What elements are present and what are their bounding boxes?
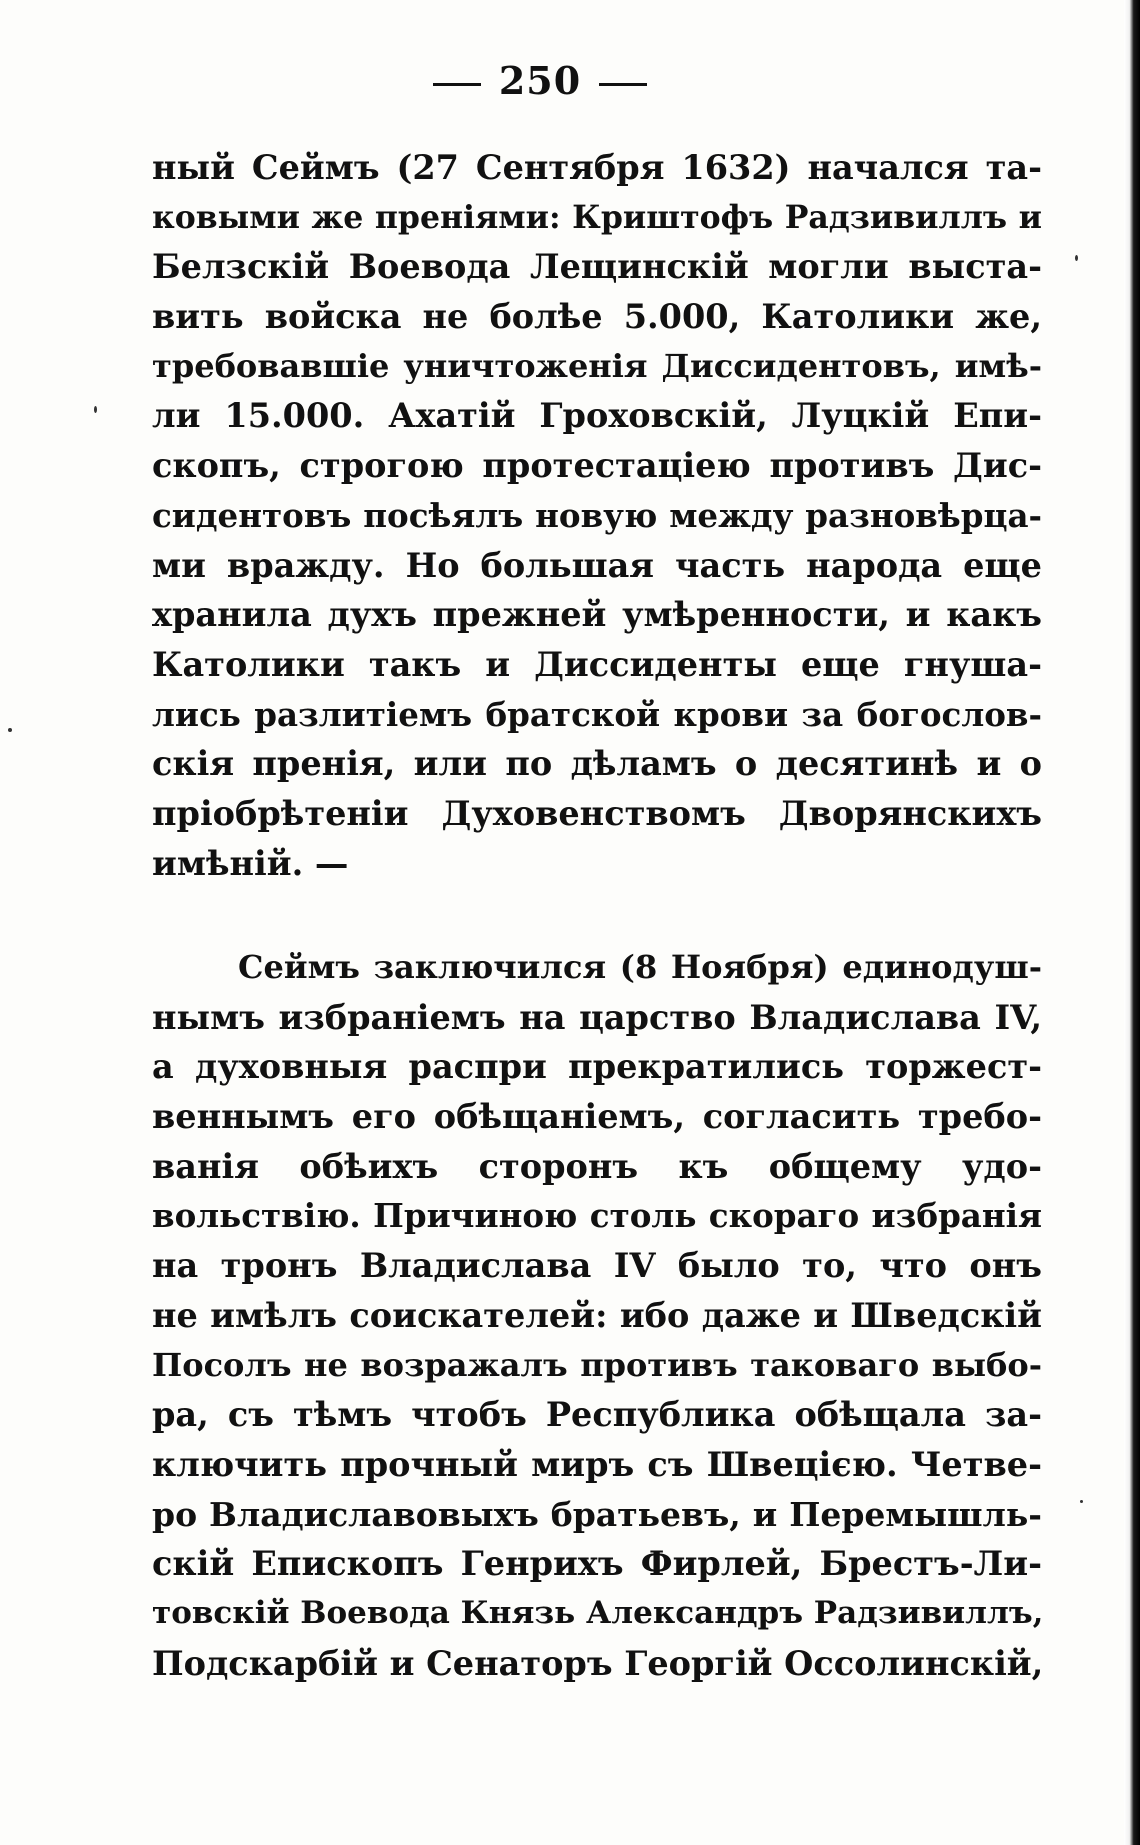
- text-line: Католики такъ и Диссиденты еще гнуша-: [152, 644, 1042, 684]
- text-line: сидентовъ посѣялъ новую между разновѣрца-: [152, 495, 1042, 535]
- page-edge-shadow: [1124, 0, 1140, 1845]
- text-line: вольствію. Причиною столь скораго избранія: [152, 1196, 1042, 1236]
- text-line: ковыми же преніями: Криштофъ Радзивиллъ и: [152, 198, 1042, 236]
- text-line: вить войска не болѣе 5.000, Католики же,: [152, 297, 1042, 337]
- text-line: Подскарбій и Сенаторъ Георгій Оссолинскій,: [152, 1643, 1044, 1683]
- text-line: скопъ, строгою протестаціею противъ Дис-: [152, 446, 1042, 486]
- text-line: ли 15.000. Ахатій Гроховскій, Луцкій Епи-: [152, 396, 1042, 436]
- text-line: Посолъ не возражалъ противъ таковаго выбо-: [152, 1345, 1042, 1384]
- text-line: скія пренія, или по дѣламъ о десятинѣ и о: [152, 744, 1042, 784]
- text-line: ключить прочный миръ съ Швецією. Четве-: [152, 1444, 1042, 1484]
- ink-speck: [8, 728, 12, 732]
- text-line: ный Сеймъ (27 Сентября 1632) начался та-: [152, 148, 1042, 187]
- text-line: скій Епископъ Генрихъ Фирлей, Брестъ-Ли-: [152, 1544, 1042, 1584]
- text-line: нымъ избраніемъ на царство Владислава IV,: [152, 997, 1042, 1037]
- text-line: лись разлитіемъ братской крови за богослов-: [152, 694, 1042, 734]
- text-line: пріобрѣтеніи Духовенствомъ Дворянскихъ: [152, 793, 1042, 833]
- ink-speck: [1075, 255, 1078, 261]
- text-line: веннымъ его обѣщаніемъ, согласить требо-: [152, 1097, 1042, 1137]
- page-number-header: [0, 58, 1080, 103]
- text-line: а духовныя распри прекратились торжест-: [152, 1047, 1042, 1087]
- text-line: ра, съ тѣмъ чтобъ Республика обѣщала за-: [152, 1395, 1042, 1435]
- text-line: хранила духъ прежней умѣренности, и какъ: [152, 595, 1042, 635]
- paragraph-1: [152, 143, 1042, 888]
- text-line: Белзскій Воевода Лещинскій могли выста-: [152, 247, 1042, 287]
- text-line: требовавшіе уничтоженія Диссидентовъ, имѣ-: [152, 346, 1042, 385]
- ink-speck: [94, 406, 97, 413]
- text-line: имѣній. —: [152, 843, 349, 883]
- text-line: не имѣлъ соискателей: ибо даже и Шведскій: [152, 1295, 1042, 1335]
- text-line: на тронъ Владислава IV было то, что онъ: [152, 1246, 1042, 1286]
- text-line: Сеймъ заключился (8 Ноября) единодуш-: [238, 948, 1042, 986]
- text-line: ванія обѣихъ сторонъ къ общему удо-: [152, 1146, 1042, 1186]
- ink-speck: [1080, 1500, 1083, 1503]
- text-line: ми вражду. Но большая часть народа еще: [152, 545, 1042, 585]
- text-line: ро Владиславовыхъ братьевъ, и Перемышль-: [152, 1494, 1042, 1534]
- page-number: 250: [498, 58, 582, 103]
- text-line: товскій Воевода Князь Александръ Радзивиллъ,: [152, 1594, 1044, 1631]
- right-dash-ornament: [599, 83, 647, 86]
- paragraph-2: [152, 943, 1042, 1688]
- left-dash-ornament: [433, 83, 481, 86]
